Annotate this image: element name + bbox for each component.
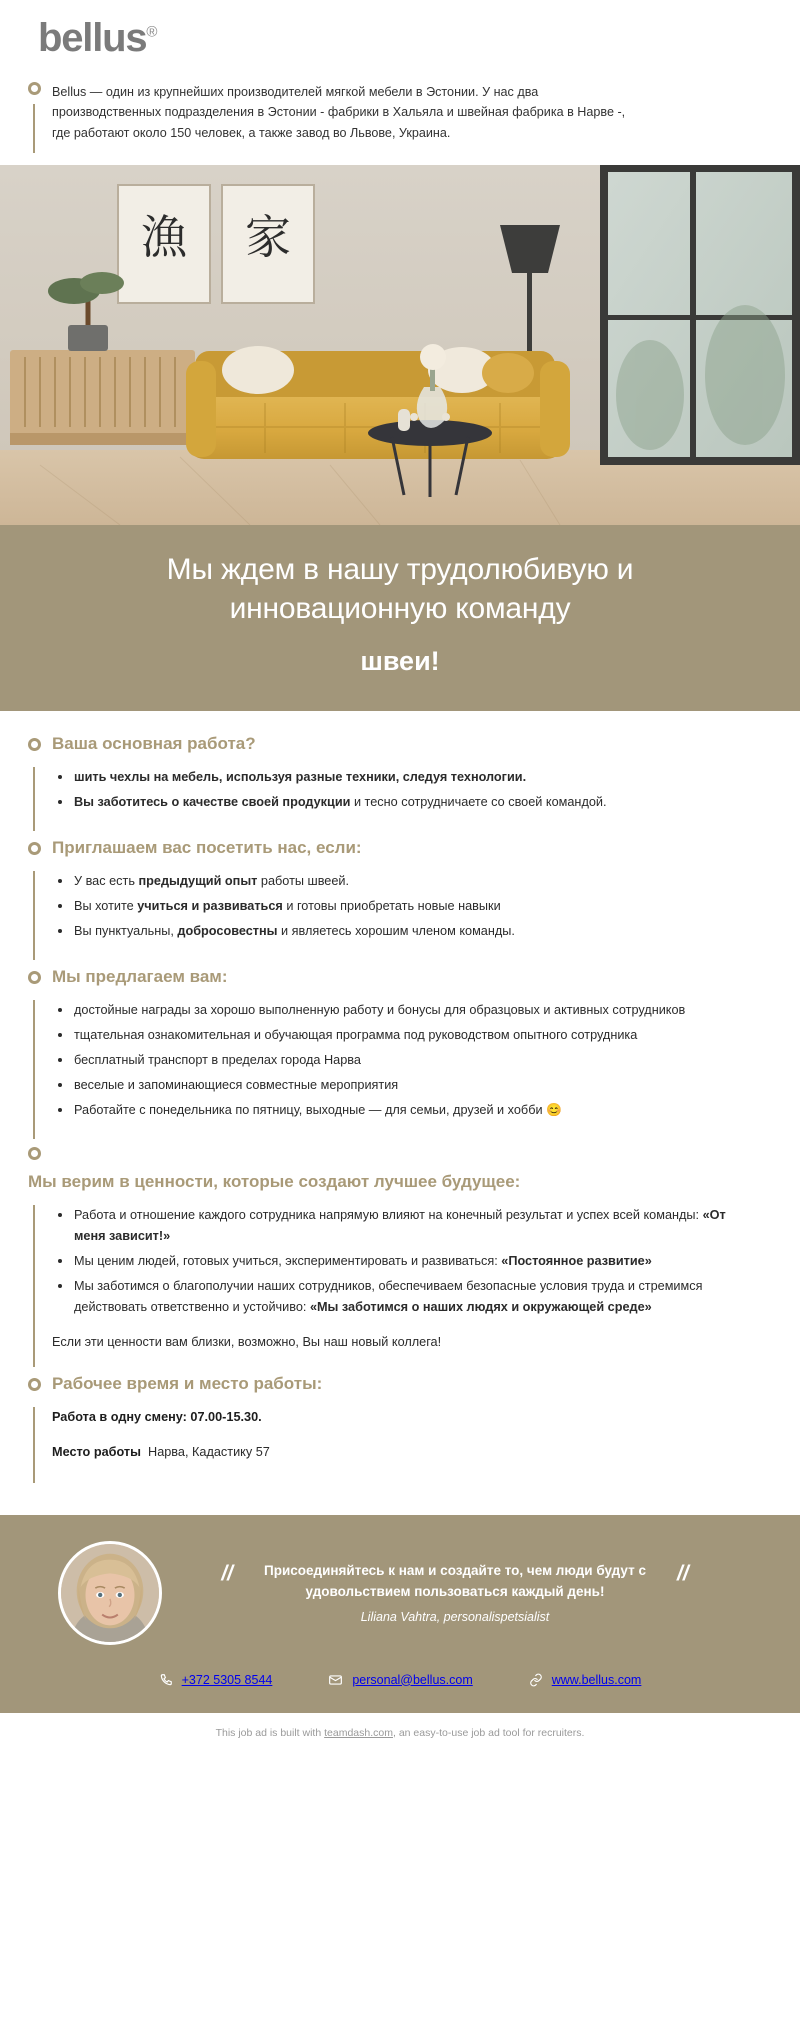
footer-note-prefix: This job ad is built with — [215, 1726, 325, 1739]
footer-note-suffix: , an easy-to-use job ad tool for recruiters. — [393, 1726, 585, 1739]
list-item: бесплатный транспорт в пределах города Нарва — [52, 1050, 760, 1071]
phone-icon — [159, 1673, 173, 1687]
section-heading-text: Ваша основная работа? — [52, 733, 256, 753]
avatar — [58, 1541, 162, 1645]
quote-row — [190, 1561, 720, 1602]
values-closing-line: Если эти ценности вам близки, возможно, Вы наш новый коллега! — [52, 1334, 442, 1349]
svg-text:漁: 漁 — [141, 210, 187, 265]
list-item: тщательная ознакомительная и обучающая программа под руководством опытного сотрудника — [52, 1025, 760, 1046]
bullet-text: Вы пунктуальны, — [74, 923, 178, 938]
list-item — [52, 792, 760, 813]
list-item: Работайте с понедельника по пятницу, выходные — для семьи, друзей и хобби 😊 — [52, 1100, 760, 1121]
logo-text: bellus — [38, 16, 147, 60]
list-item — [52, 921, 760, 942]
list-item — [52, 1251, 760, 1272]
hero-banner — [0, 525, 800, 711]
section-heading-text: Приглашаем вас посетить нас, если: — [52, 837, 362, 857]
intro-paragraph: Bellus — один из крупнейших производителей мягкой мебели в Эстонии. У нас два производственных подразделения в Эстонии - фабрики в Хальяла и швейная фабрика в Нарве -, где работают около 150 человек, а также завод во Львове, Украина. — [52, 85, 626, 140]
section-body — [0, 767, 800, 837]
section-invitation — [0, 837, 800, 966]
bullet-text: работы швеей. — [257, 874, 350, 889]
section-heading — [0, 1373, 800, 1395]
contact-bar — [0, 1663, 800, 1713]
bullet-bold-text: учиться и развиваться — [137, 899, 283, 913]
bullet-list — [52, 871, 760, 942]
quote-author: Liliana Vahtra, personalispetsialist — [360, 1609, 550, 1624]
list-item — [52, 871, 760, 892]
content-sections — [0, 711, 800, 1503]
section-body — [0, 871, 800, 966]
contact-phone-value: +372 5305 8544 — [181, 1672, 273, 1687]
section-values — [0, 1171, 800, 1373]
section-main-job — [0, 733, 800, 837]
list-item: достойные награды за хорошо выполненную работу и бонусы для образцовых и активных сотрудников — [52, 1000, 760, 1021]
bullet-list — [52, 767, 760, 813]
list-item: веселые и запоминающиеся совместные мероприятия — [52, 1075, 760, 1096]
link-icon — [529, 1673, 543, 1687]
vertical-rule — [33, 104, 35, 153]
bullet-text: и готовы приобретать новые навыки — [282, 899, 501, 913]
work-location-value: Нарва, Кадастику 57 — [148, 1444, 270, 1459]
mail-icon — [328, 1673, 343, 1687]
bullet-bold-text: «Постоянное развитие» — [501, 1253, 652, 1268]
list-item — [52, 1276, 760, 1318]
hero-image — [0, 165, 800, 525]
section-offers — [0, 966, 800, 1145]
bullet-ring-icon — [28, 1147, 41, 1160]
section-heading — [0, 1171, 800, 1193]
bullet-bold-text: добросовестны — [177, 923, 278, 938]
bullet-ring-icon — [28, 842, 41, 855]
banner-headline: Мы ждем в нашу трудолюбивую и инновационную команду — [166, 553, 634, 625]
list-item — [52, 896, 760, 917]
vertical-rule — [33, 767, 35, 831]
work-location — [52, 1442, 760, 1463]
bullet-text: Мы ценим людей, готовых учиться, экспериментировать и развиваться: — [74, 1253, 502, 1268]
shift-line: Работа в одну смену: 07.00-15.30. — [52, 1409, 262, 1424]
bullet-bold-text: предыдущий опыт — [138, 874, 258, 889]
bullet-text: и тесно сотрудничаете со своей командой. — [350, 795, 607, 809]
avatar-portrait — [61, 1544, 159, 1642]
registered-mark-icon: ® — [146, 23, 158, 41]
contact-email-value: personal@bellus.com — [352, 1672, 473, 1687]
section-heading — [0, 733, 800, 755]
section-body — [0, 1205, 800, 1373]
bullet-list — [52, 1205, 760, 1318]
quote-text: Присоединяйтесь к нам и создайте то, чем люди будут с удовольствием пользоваться каждый день! — [264, 1563, 646, 1599]
bullet-bold-text: Вы заботитесь о качестве своей продукции — [74, 795, 351, 809]
section-body — [0, 1000, 800, 1145]
list-item — [52, 1205, 760, 1247]
intro-block — [0, 82, 800, 165]
section-heading-text: Мы верим в ценности, которые создают лучшее будущее: — [28, 1171, 521, 1191]
contact-website-value: www.bellus.com — [551, 1672, 642, 1687]
testimonial-section — [0, 1515, 800, 1663]
section-heading — [0, 966, 800, 988]
contact-website[interactable] — [529, 1673, 642, 1687]
company-logo — [38, 18, 157, 58]
quote-close-icon: // — [677, 1562, 689, 1586]
bullet-bold-text: «Мы заботимся о наших людях и окружающей среде» — [309, 1299, 652, 1314]
vertical-rule — [33, 1205, 35, 1367]
bullet-text: Вы хотите — [74, 899, 138, 913]
vertical-rule — [33, 1000, 35, 1139]
contact-phone[interactable] — [159, 1673, 273, 1687]
work-location-label: Место работы — [52, 1444, 141, 1459]
vertical-rule — [33, 1407, 35, 1483]
list-item — [52, 767, 760, 788]
section-body — [0, 1407, 800, 1489]
bullet-ring-icon — [28, 738, 41, 751]
section-heading-text: Мы предлагаем вам: — [52, 966, 228, 986]
section-heading — [0, 837, 800, 859]
teamdash-link[interactable]: teamdash.com — [324, 1726, 393, 1739]
bullet-text: У вас есть — [74, 874, 139, 889]
bullet-text: Мы заботимся о благополучии наших сотрудников, обеспечиваем безопасные условия труда и стремимся действовать ответственно и устойчиво: — [74, 1278, 703, 1314]
footer-note — [0, 1713, 800, 1749]
section-heading-text: Рабочее время и место работы: — [52, 1373, 323, 1393]
bullet-bold-text: шить чехлы на мебель, используя разные техники, следуя технологии. — [74, 770, 527, 785]
bullet-text: и являетесь хорошим членом команды. — [277, 923, 515, 938]
banner-role: швеи! — [360, 645, 440, 676]
quote-column — [190, 1561, 760, 1624]
bullet-list — [52, 1000, 760, 1121]
quote-open-icon: // — [221, 1562, 233, 1586]
vertical-rule — [33, 871, 35, 960]
bullet-ring-icon — [28, 1378, 41, 1391]
bullet-ring-icon — [28, 82, 41, 95]
section-schedule — [0, 1373, 800, 1489]
bullet-ring-icon — [28, 971, 41, 984]
bullet-text: Работа и отношение каждого сотрудника напрямую влияют на конечный результат и успех всей команды: — [74, 1207, 703, 1222]
logo-area — [0, 0, 800, 72]
contact-email[interactable] — [328, 1673, 472, 1687]
bullet-bold-text: «От меня зависит!» — [74, 1207, 726, 1243]
hero-illustration — [0, 165, 800, 525]
svg-text:家: 家 — [245, 210, 291, 265]
